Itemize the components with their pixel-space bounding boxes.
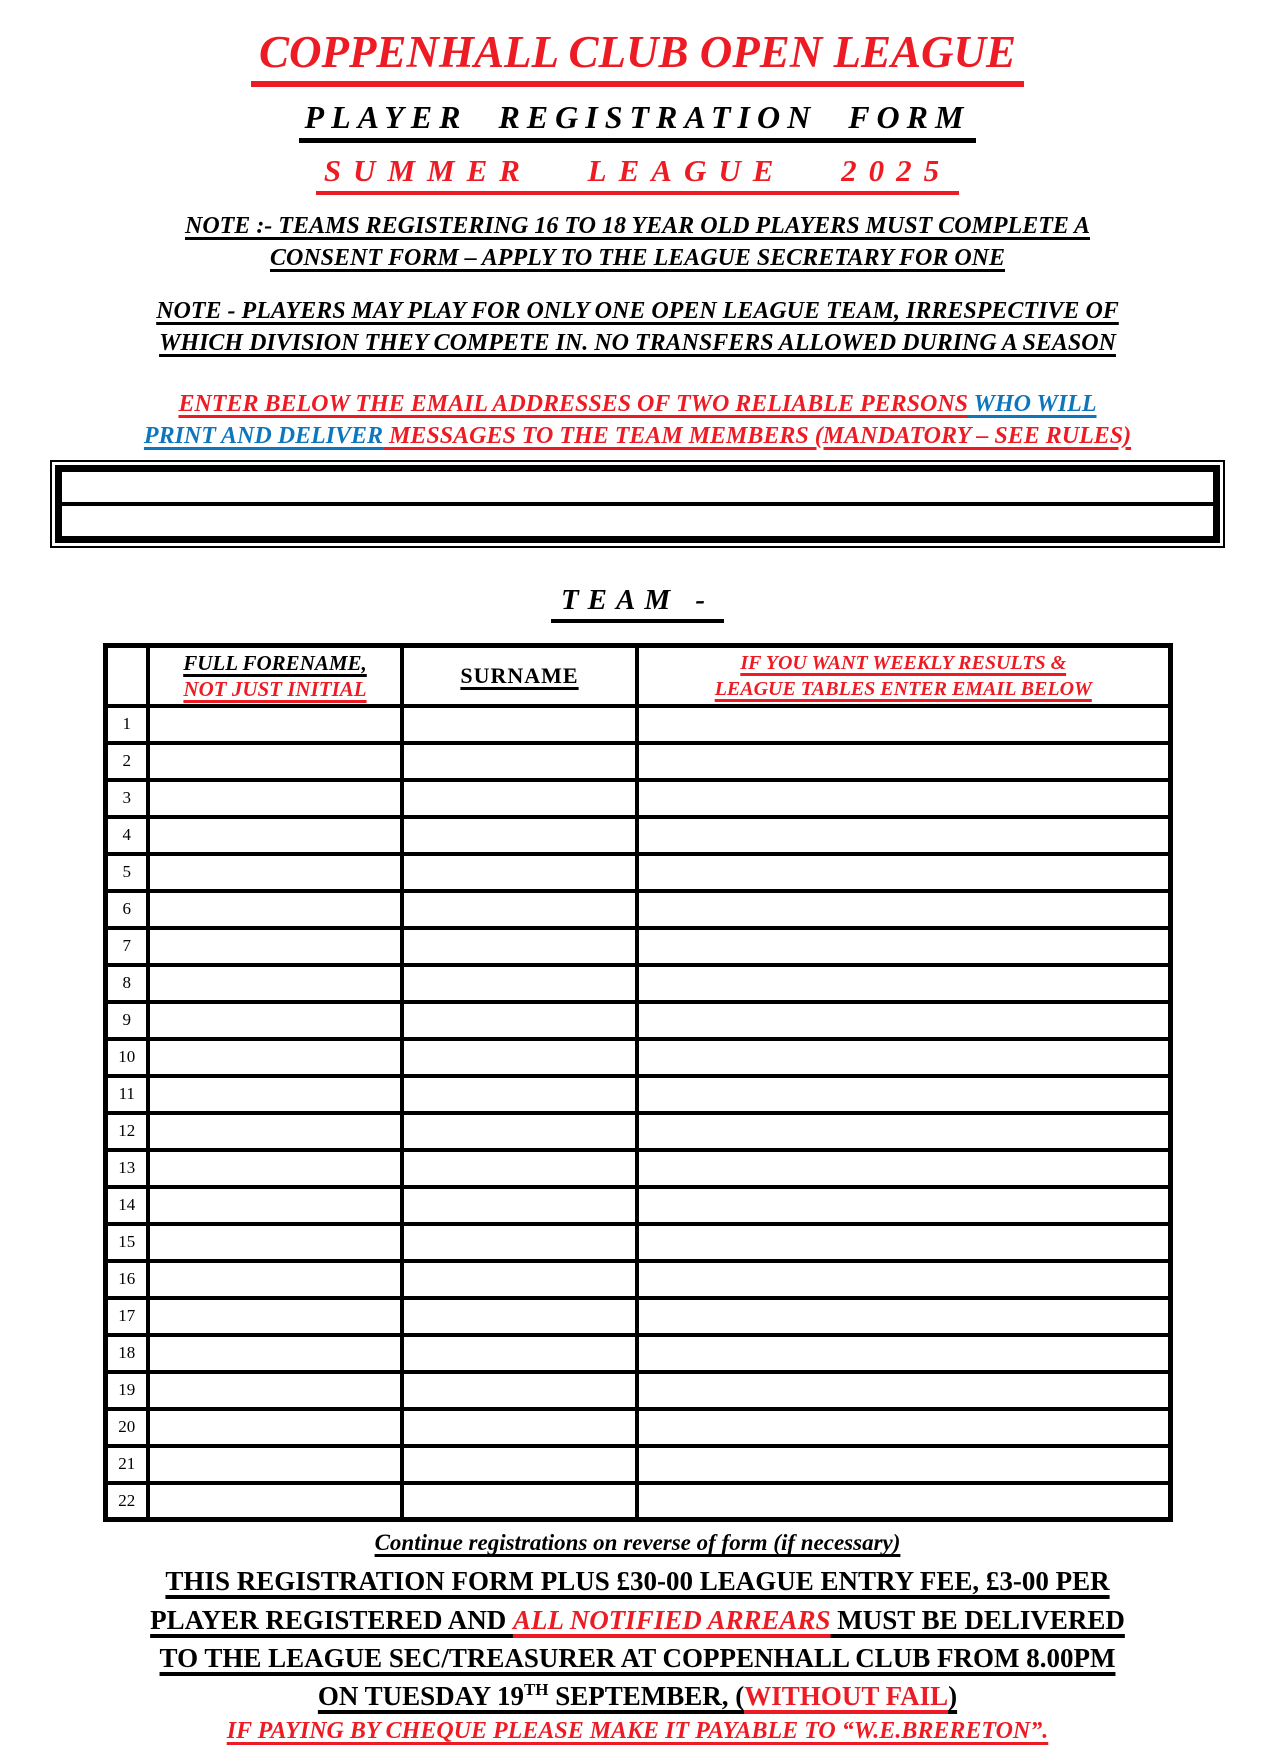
table-row — [105, 743, 1170, 780]
row-number-cell: 9 — [105, 1002, 148, 1039]
surname-cell[interactable] — [402, 1224, 637, 1261]
forename-cell[interactable] — [148, 1113, 402, 1150]
table-row — [105, 965, 1170, 1002]
form-title-text: COPPENHALL CLUB OPEN LEAGUE — [251, 26, 1024, 87]
row-number-cell: 5 — [105, 854, 148, 891]
table-row — [105, 1224, 1170, 1261]
season-title-text: SUMMER LEAGUE 2025 — [316, 153, 959, 195]
email-instruction-red-1: ENTER BELOW THE EMAIL ADDRESSES OF TWO RELIABLE PERSONS — [178, 390, 969, 417]
row-number-cell: 12 — [105, 1113, 148, 1150]
surname-cell[interactable] — [402, 1483, 637, 1520]
email-cell[interactable] — [637, 706, 1170, 743]
cheque-note-text: IF PAYING BY CHEQUE PLEASE MAKE IT PAYABLE TO “W.E.BRERETON”. — [226, 1717, 1049, 1744]
header-email-line1: IF YOU WANT WEEKLY RESULTS & — [740, 652, 1067, 675]
surname-cell[interactable] — [402, 854, 637, 891]
row-number-cell: 11 — [105, 1076, 148, 1113]
row-number-cell: 16 — [105, 1261, 148, 1298]
surname-cell[interactable] — [402, 965, 637, 1002]
table-row — [105, 1409, 1170, 1446]
row-number-cell: 6 — [105, 891, 148, 928]
surname-cell[interactable] — [402, 1039, 637, 1076]
consent-note — [50, 211, 1225, 274]
fee-line-3 — [50, 1639, 1225, 1677]
surname-cell[interactable] — [402, 743, 637, 780]
header-surname-cell — [402, 646, 637, 706]
row-number-cell: 21 — [105, 1446, 148, 1483]
surname-cell[interactable] — [402, 1150, 637, 1187]
email-entry-frame — [55, 465, 1220, 543]
email-cell[interactable] — [637, 780, 1170, 817]
fee-line-4 — [50, 1677, 1225, 1715]
header-number-cell — [105, 646, 148, 706]
season-title — [50, 153, 1225, 195]
email-cell[interactable] — [637, 1002, 1170, 1039]
form-subtitle-text: PLAYER REGISTRATION FORM — [299, 99, 977, 143]
forename-cell[interactable] — [148, 965, 402, 1002]
fee-line-2-black-2: MUST BE DELIVERED — [830, 1604, 1125, 1635]
row-number-cell: 10 — [105, 1039, 148, 1076]
forename-cell[interactable] — [148, 1150, 402, 1187]
table-row — [105, 1261, 1170, 1298]
email-cell[interactable] — [637, 928, 1170, 965]
table-row — [105, 780, 1170, 817]
email-instruction-blue-2: PRINT AND DELIVER — [143, 423, 384, 450]
row-number-cell: 17 — [105, 1298, 148, 1335]
table-row — [105, 1483, 1170, 1520]
email-cell[interactable] — [637, 817, 1170, 854]
form-subtitle — [50, 99, 1225, 143]
table-row — [105, 706, 1170, 743]
table-row — [105, 1039, 1170, 1076]
forename-cell[interactable] — [148, 1409, 402, 1446]
row-number-cell: 8 — [105, 965, 148, 1002]
row-number-cell: 15 — [105, 1224, 148, 1261]
forename-cell[interactable] — [148, 1076, 402, 1113]
surname-cell[interactable] — [402, 1372, 637, 1409]
email-cell[interactable] — [637, 854, 1170, 891]
surname-cell[interactable] — [402, 1076, 637, 1113]
email-instruction-red-2: MESSAGES TO THE TEAM MEMBERS (MANDATORY – SEE RULES) — [383, 423, 1132, 450]
table-row — [105, 1335, 1170, 1372]
forename-cell[interactable] — [148, 780, 402, 817]
table-row — [105, 1113, 1170, 1150]
team-heading — [50, 584, 1225, 623]
fee-instructions — [50, 1562, 1225, 1715]
row-number-cell: 14 — [105, 1187, 148, 1224]
fee-line-2-arrears: ALL NOTIFIED ARREARS — [512, 1604, 831, 1635]
email-cell[interactable] — [637, 1076, 1170, 1113]
surname-cell[interactable] — [402, 1409, 637, 1446]
roster-header-row — [105, 646, 1170, 706]
email-cell[interactable] — [637, 1483, 1170, 1520]
surname-cell[interactable] — [402, 1113, 637, 1150]
surname-cell[interactable] — [402, 1002, 637, 1039]
forename-cell[interactable] — [148, 1261, 402, 1298]
header-forename-line1: FULL FORENAME, — [183, 650, 367, 675]
transfer-note-line2: WHICH DIVISION THEY COMPETE IN. NO TRANSFERS ALLOWED DURING A SEASON — [159, 330, 1116, 357]
row-number-cell: 18 — [105, 1335, 148, 1372]
email-cell[interactable] — [637, 1224, 1170, 1261]
fee-line-1 — [50, 1562, 1225, 1600]
roster-table-body — [105, 706, 1170, 1520]
email-cell[interactable] — [637, 1372, 1170, 1409]
table-row — [105, 1150, 1170, 1187]
row-number-cell: 4 — [105, 817, 148, 854]
forename-cell[interactable] — [148, 928, 402, 965]
email-cell[interactable] — [637, 1261, 1170, 1298]
table-row — [105, 1372, 1170, 1409]
email-cell[interactable] — [637, 1187, 1170, 1224]
row-number-cell: 19 — [105, 1372, 148, 1409]
forename-cell[interactable] — [148, 706, 402, 743]
email-instruction-blue-1: WHO WILL — [968, 390, 1097, 417]
email-input-row-1[interactable] — [62, 472, 1213, 502]
table-row — [105, 854, 1170, 891]
row-number-cell: 13 — [105, 1150, 148, 1187]
forename-cell[interactable] — [148, 1372, 402, 1409]
email-cell[interactable] — [637, 965, 1170, 1002]
forename-cell[interactable] — [148, 1002, 402, 1039]
surname-cell[interactable] — [402, 928, 637, 965]
email-cell[interactable] — [637, 1409, 1170, 1446]
consent-note-line2: CONSENT FORM – APPLY TO THE LEAGUE SECRETARY FOR ONE — [269, 244, 1005, 271]
surname-cell[interactable] — [402, 1446, 637, 1483]
form-title — [50, 26, 1225, 87]
fee-line-4-date: ON TUESDAY 19TH SEPTEMBER, ( — [317, 1680, 745, 1712]
header-email-line2: LEAGUE TABLES ENTER EMAIL BELOW — [714, 678, 1092, 701]
header-surname-label: SURNAME — [460, 663, 579, 689]
email-cell[interactable] — [637, 1150, 1170, 1187]
without-fail-text: WITHOUT FAIL — [744, 1681, 949, 1712]
ordinal-suffix: TH — [523, 1680, 549, 1700]
fee-line-4-close-paren: ) — [948, 1681, 958, 1712]
table-row — [105, 1298, 1170, 1335]
continue-note-text: Continue registrations on reverse of form (if necessary) — [374, 1530, 901, 1556]
email-cell[interactable] — [637, 891, 1170, 928]
header-forename-line2: NOT JUST INITIAL — [183, 677, 367, 702]
header-email-cell — [637, 646, 1170, 706]
surname-cell[interactable] — [402, 1261, 637, 1298]
row-number-cell: 2 — [105, 743, 148, 780]
email-cell[interactable] — [637, 1298, 1170, 1335]
surname-cell[interactable] — [402, 706, 637, 743]
forename-cell[interactable] — [148, 1039, 402, 1076]
forename-cell[interactable] — [148, 1224, 402, 1261]
table-row — [105, 1002, 1170, 1039]
fee-line-2 — [50, 1601, 1225, 1639]
table-row — [105, 928, 1170, 965]
forename-cell[interactable] — [148, 743, 402, 780]
table-row — [105, 1187, 1170, 1224]
forename-cell[interactable] — [148, 1187, 402, 1224]
email-cell[interactable] — [637, 1446, 1170, 1483]
forename-cell[interactable] — [148, 1298, 402, 1335]
roster-table — [103, 643, 1173, 1522]
table-row — [105, 891, 1170, 928]
fee-line-3-text: TO THE LEAGUE SEC/TREASURER AT COPPENHALL CLUB FROM 8.00PM — [159, 1643, 1116, 1674]
row-number-cell: 3 — [105, 780, 148, 817]
email-cell[interactable] — [637, 1113, 1170, 1150]
table-row — [105, 1446, 1170, 1483]
forename-cell[interactable] — [148, 891, 402, 928]
surname-cell[interactable] — [402, 1335, 637, 1372]
forename-cell[interactable] — [148, 854, 402, 891]
cheque-note — [50, 1718, 1225, 1745]
team-heading-text: TEAM - — [551, 584, 724, 623]
email-cell[interactable] — [637, 1335, 1170, 1372]
transfer-note-line1: NOTE - PLAYERS MAY PLAY FOR ONLY ONE OPEN LEAGUE TEAM, IRRESPECTIVE OF — [156, 298, 1119, 325]
transfer-note — [50, 296, 1225, 359]
row-number-cell: 20 — [105, 1409, 148, 1446]
row-number-cell: 22 — [105, 1483, 148, 1520]
header-forename-cell — [148, 646, 402, 706]
surname-cell[interactable] — [402, 891, 637, 928]
forename-cell[interactable] — [148, 817, 402, 854]
forename-cell[interactable] — [148, 1446, 402, 1483]
table-row — [105, 817, 1170, 854]
consent-note-line1: NOTE :- TEAMS REGISTERING 16 TO 18 YEAR OLD PLAYERS MUST COMPLETE A — [184, 213, 1091, 239]
surname-cell[interactable] — [402, 817, 637, 854]
surname-cell[interactable] — [402, 1187, 637, 1224]
continue-note — [50, 1530, 1225, 1556]
email-instruction — [50, 388, 1225, 453]
email-cell[interactable] — [637, 1039, 1170, 1076]
row-number-cell: 7 — [105, 928, 148, 965]
table-row — [105, 1076, 1170, 1113]
surname-cell[interactable] — [402, 1298, 637, 1335]
fee-line-2-black-1: PLAYER REGISTERED AND — [150, 1604, 513, 1635]
row-number-cell: 1 — [105, 706, 148, 743]
forename-cell[interactable] — [148, 1335, 402, 1372]
fee-line-1-text: THIS REGISTRATION FORM PLUS £30-00 LEAGUE ENTRY FEE, £3-00 PER — [165, 1566, 1110, 1597]
forename-cell[interactable] — [148, 1483, 402, 1520]
email-entry-box — [50, 460, 1225, 548]
surname-cell[interactable] — [402, 780, 637, 817]
email-input-row-2[interactable] — [62, 506, 1213, 536]
email-cell[interactable] — [637, 743, 1170, 780]
